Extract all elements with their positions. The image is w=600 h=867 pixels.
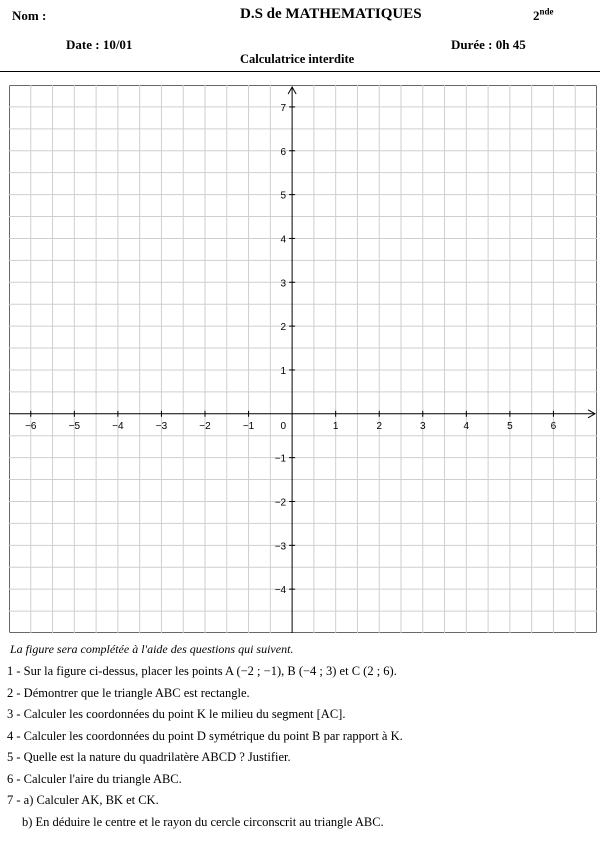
class-level-sup: nde xyxy=(539,6,554,17)
header-divider xyxy=(0,71,600,72)
date-label: Date : 10/01 xyxy=(66,37,133,52)
question-7b: b) En déduire le centre et le rayon du cercle circonscrit au triangle ABC. xyxy=(22,814,384,829)
y-tick-label: −4 xyxy=(274,585,287,597)
tick-labels xyxy=(25,103,557,596)
y-tick-label: 4 xyxy=(280,234,287,246)
question-4: 4 - Calculer les coordonnées du point D symétrique du point B par rapport à K. xyxy=(7,728,403,743)
grid-frame xyxy=(10,86,597,633)
y-tick-label: 7 xyxy=(280,102,287,114)
x-tick-label: −5 xyxy=(68,420,81,432)
x-tick-label: 1 xyxy=(332,420,339,432)
x-tick-label: 6 xyxy=(550,420,557,432)
y-tick-label: 5 xyxy=(280,190,287,202)
x-tick-label: 5 xyxy=(507,420,513,432)
y-tick-label: 2 xyxy=(280,322,287,334)
origin-label: 0 xyxy=(280,420,287,432)
coordinate-grid xyxy=(9,85,597,633)
duration-label: Durée : 0h 45 xyxy=(451,37,526,52)
axes xyxy=(9,87,595,633)
x-tick-label: −4 xyxy=(112,420,124,432)
x-tick-label: 4 xyxy=(463,420,470,432)
instructions: La figure sera complétée à l'aide des questions qui suivent. xyxy=(10,642,294,656)
grid-lines xyxy=(9,85,597,633)
y-tick-label: −3 xyxy=(274,541,287,553)
y-tick-label: 3 xyxy=(280,278,287,290)
x-tick-label: −6 xyxy=(25,420,37,432)
question-list xyxy=(7,664,403,836)
page-title: D.S de MATHEMATIQUES xyxy=(240,6,422,22)
x-tick-label: −3 xyxy=(155,420,168,432)
name-label: Nom : xyxy=(12,8,47,23)
question-1: 1 - Sur la figure ci-dessus, placer les points A (−2 ; −1), B (−4 ; 3) et C (2 ; 6). xyxy=(7,664,397,678)
x-tick-label: 2 xyxy=(376,420,383,432)
question-2: 2 - Démontrer que le triangle ABC est rectangle. xyxy=(7,685,250,700)
y-tick-label: −1 xyxy=(274,453,287,465)
question-3: 3 - Calculer les coordonnées du point K le milieu du segment [AC]. xyxy=(7,707,346,721)
class-level xyxy=(533,8,554,24)
x-tick-label: −1 xyxy=(242,420,255,432)
calculator-rule: Calculatrice interdite xyxy=(240,52,355,66)
y-tick-label: 1 xyxy=(280,365,287,377)
y-tick-label: −2 xyxy=(274,497,287,509)
question-6: 6 - Calculer l'aire du triangle ABC. xyxy=(7,771,182,786)
y-tick-label: 6 xyxy=(280,146,287,158)
x-tick-label: −2 xyxy=(199,420,211,432)
class-level-main: 2 xyxy=(533,8,540,23)
question-7a: 7 - a) Calculer AK, BK et CK. xyxy=(7,793,159,807)
question-5: 5 - Quelle est la nature du quadrilatère ABCD ? Justifier. xyxy=(7,750,291,764)
x-tick-label: 3 xyxy=(419,420,426,432)
